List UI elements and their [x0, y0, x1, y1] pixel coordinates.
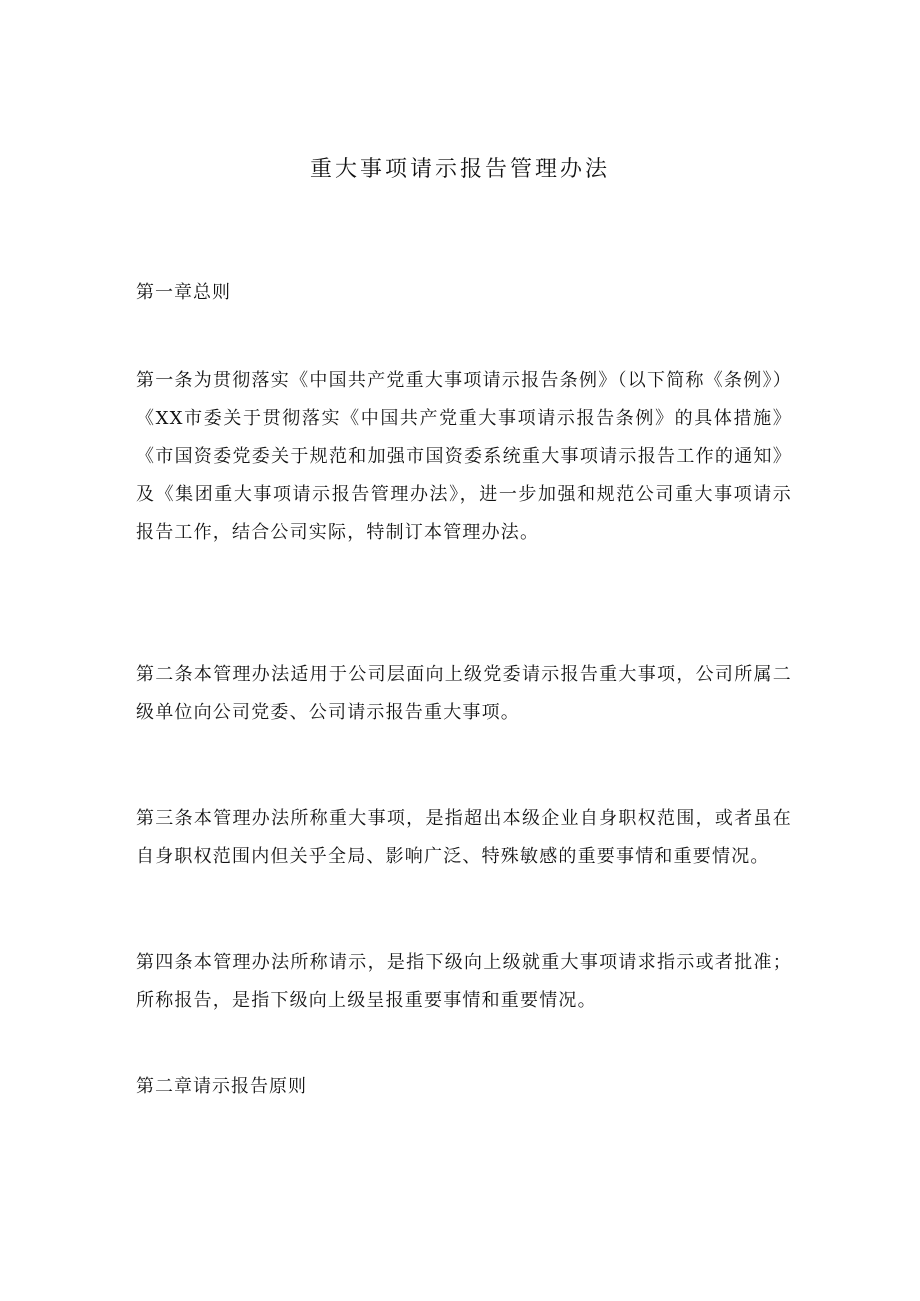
article-2-paragraph: 第二条本管理办法适用于公司层面向上级党委请示报告重大事项，公司所属二级单位向公司党委、公司请示报告重大事项。: [136, 664, 792, 723]
article-1-paragraph: 第一条为贯彻落实《中国共产党重大事项请示报告条例》（以下简称《条例》）《XX市委关于贯彻落实《中国共产党重大事项请示报告条例》的具体措施》《市国资委党委关于规范和加强市国资委系统重大事项请示报告工作的通知》及《集团重大事项请示报告管理办法》，进一步加强和规范公司重大事项请示报告工作，结合公司实际，特制订本管理办法。: [136, 370, 792, 543]
chapter-1-heading: 第一章总则: [136, 282, 231, 303]
article-3-paragraph: 第三条本管理办法所称重大事项，是指超出本级企业自身职权范围，或者虽在自身职权范围内但关乎全局、影响广泛、特殊敏感的重要事情和重要情况。: [136, 808, 792, 867]
document-title: 重大事项请示报告管理办法: [309, 157, 610, 182]
article-4-paragraph: 第四条本管理办法所称请示，是指下级向上级就重大事项请求指示或者批准；所称报告，是指下级向上级呈报重要事情和重要情况。: [136, 952, 792, 1011]
chapter-2-heading: 第二章请示报告原则: [136, 1076, 307, 1097]
